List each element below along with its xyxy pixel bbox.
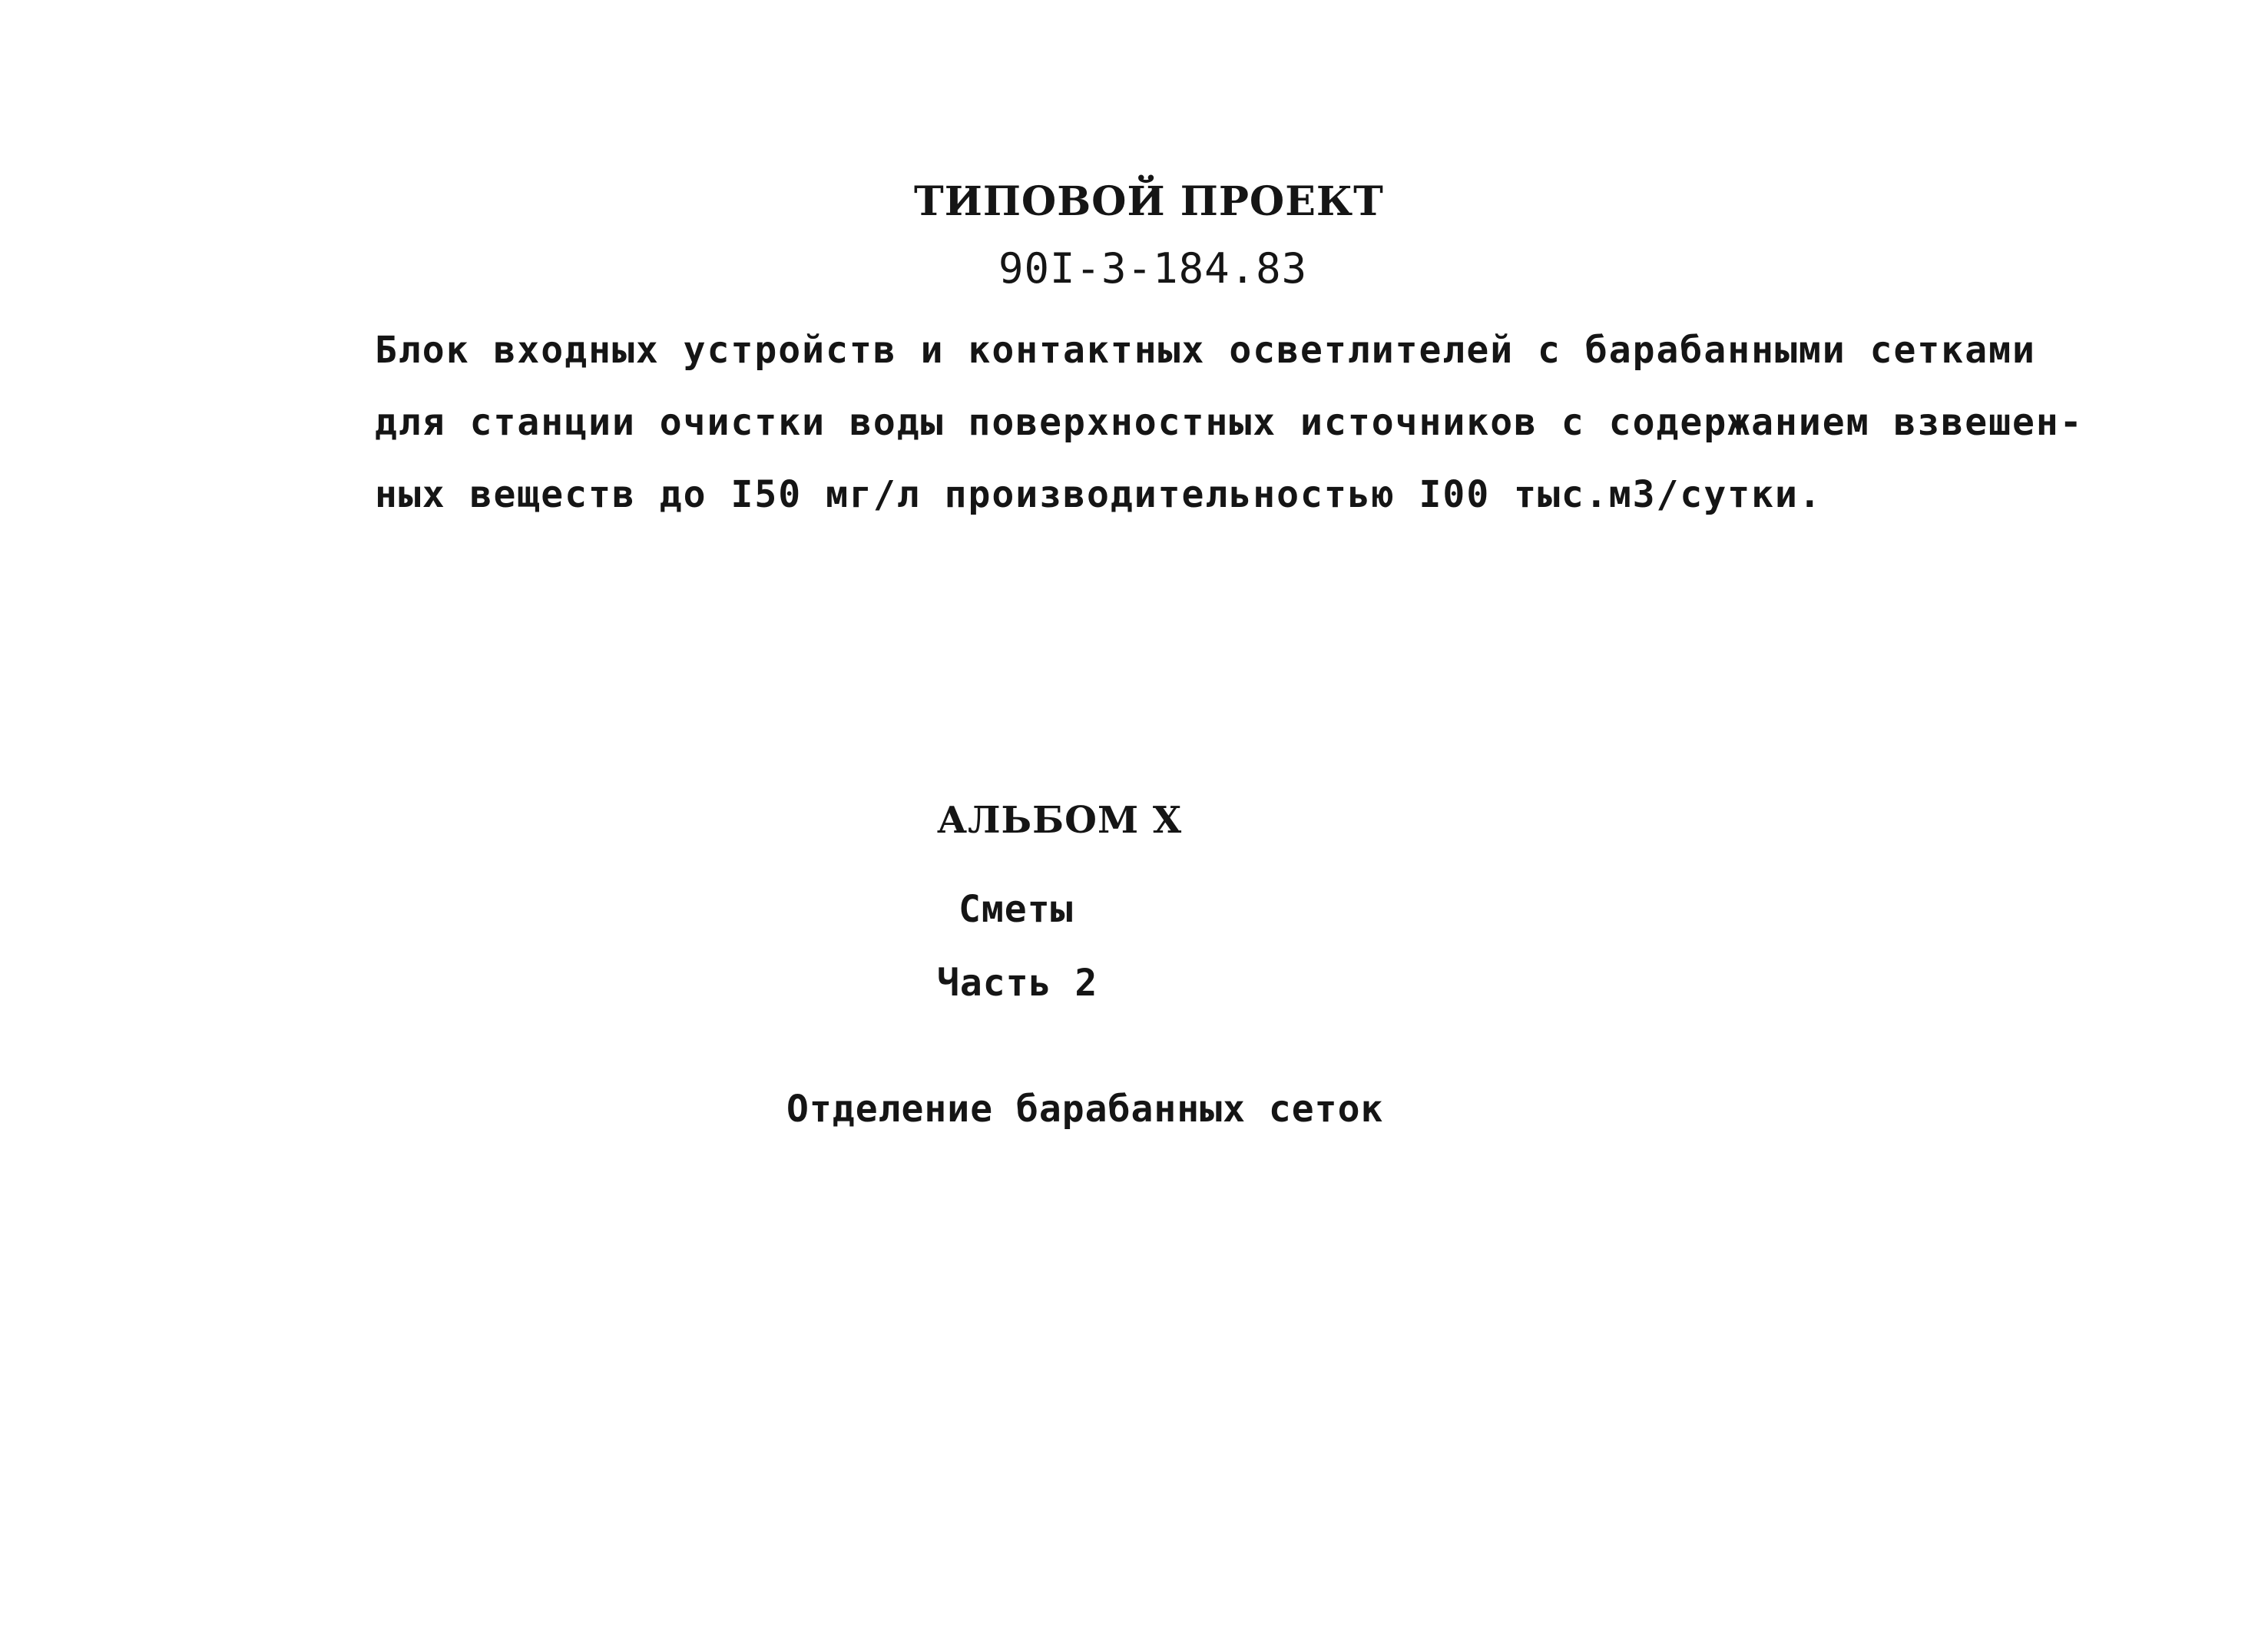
description-line-2: для станции очистки воды поверхностных источников с содержанием взвешен- [375, 401, 2084, 444]
description-line-1: Блок входных устройств и контактных осветлителей с барабанными сетками [375, 329, 2036, 372]
album-label: АЛЬБОМ X [937, 799, 1183, 842]
section-label: Отделение барабанных сеток [786, 1088, 1384, 1131]
description-line-3: ных веществ до I50 мг/л производительностью I00 тыс.м3/сутки. [375, 473, 1823, 516]
project-number: 90I-3-184.83 [998, 244, 1308, 293]
part-label: Часть 2 [937, 962, 1098, 1005]
subtitle-label: Сметы [959, 888, 1074, 931]
document-title: ТИПОВОЙ ПРОЕКТ [914, 178, 1384, 225]
